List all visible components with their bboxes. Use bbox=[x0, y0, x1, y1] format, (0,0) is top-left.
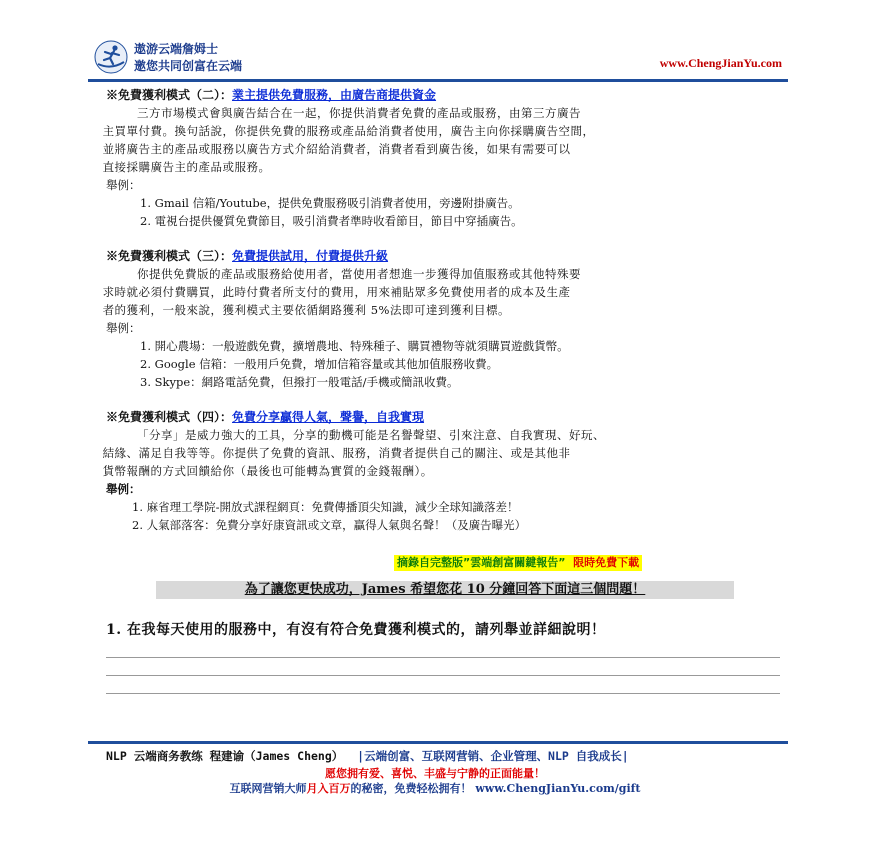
example-item: 1. 開心農場：一般遊戲免費，擴增農地、特殊種子、購買禮物等就須購買遊戲貨幣。 bbox=[140, 339, 569, 353]
header-title: 遨游云端詹姆士 bbox=[134, 42, 219, 56]
example-item: 2. 電視台提供優質免費節目，吸引消費者準時收看節目，節目中穿插廣告。 bbox=[140, 214, 523, 228]
answer-line[interactable] bbox=[106, 657, 780, 658]
section-title-link[interactable]: 免費提供試用，付費提供升級 bbox=[232, 249, 389, 263]
paragraph-line: 者的獲利，一般來說，獲利模式主要依循網路獲利 5%法即可達到獲利目標。 bbox=[102, 303, 510, 317]
footer-promo-lead: 互联网营销大师 bbox=[229, 782, 307, 795]
paragraph-line: 結緣、滿足自我等等。你提供了免費的資訊、服務，消費者提供自己的關注、或是其他非 bbox=[102, 446, 571, 460]
paragraph-line: 貨幣報酬的方式回饋給你（最後也可能轉為實質的金錢報酬）。 bbox=[102, 464, 433, 478]
example-item: 1. 麻省理工學院-開放式課程網頁：免費傳播頂尖知識，減少全球知識落差！ bbox=[132, 500, 519, 514]
runner-logo-icon bbox=[94, 40, 128, 74]
example-label: 舉例： bbox=[106, 178, 141, 192]
footer-promo bbox=[0, 780, 870, 796]
footer-author-line bbox=[106, 748, 796, 764]
paragraph-line: 你提供免費版的產品或服務給使用者，當使用者想進一步獲得加值服務或其他特殊要 bbox=[137, 267, 582, 281]
section-title-link[interactable]: 免費分享贏得人氣，聲譽，自我實現 bbox=[232, 410, 425, 424]
section-paragraph bbox=[102, 104, 796, 176]
footer-slogan: 愿您拥有爱、喜悦、丰盛与宁静的正面能量！ bbox=[325, 767, 545, 780]
example-label: 舉例： bbox=[106, 321, 141, 335]
section-title-prefix: ※免費獲利模式（二）： bbox=[106, 88, 233, 102]
paragraph-line: 求時就必須付費購買，此時付費者所支付的費用，用來補貼眾多免費使用者的成本及生產 bbox=[102, 285, 571, 299]
excerpt-download-link[interactable]: 限時免費下載 bbox=[573, 556, 640, 569]
footer-divider bbox=[88, 741, 788, 744]
section-title bbox=[106, 408, 796, 426]
header-subtitle: 邀您共同创富在云端 bbox=[134, 59, 243, 73]
example-item: 2. Google 信箱：一般用戶免費，增加信箱容量或其他加值服務收費。 bbox=[140, 357, 499, 371]
page-header bbox=[88, 38, 788, 78]
paragraph-line: 並將廣告主的產品或服務以廣告方式介紹給消費者，消費者看到廣告後，如果有需要可以 bbox=[102, 142, 571, 156]
paragraph-line: 主買單付費。換句話說，你提供免費的服務或產品給消費者使用，廣告主向你採購廣告空間， bbox=[102, 124, 595, 138]
excerpt-report-title: 雲端創富關鍵報告” bbox=[470, 556, 566, 569]
question-text: 1. 在我每天使用的服務中，有沒有符合免費獲利模式的，請列舉並詳細說明！ bbox=[106, 622, 606, 638]
example-item: 1. Gmail 信箱/Youtube，提供免費服務吸引消費者使用，旁邊附掛廣告。 bbox=[140, 196, 520, 210]
section-paragraph bbox=[102, 265, 796, 319]
example-item: 2. 人氣部落客：免費分享好康資訊或文章，贏得人氣與名聲！（及廣告曝光） bbox=[132, 518, 527, 532]
answer-line[interactable] bbox=[106, 693, 780, 694]
section-title bbox=[106, 247, 796, 265]
example-label: 舉例： bbox=[106, 482, 141, 496]
paragraph-line: 直接採購廣告主的產品或服務。 bbox=[102, 160, 271, 174]
paragraph-line: 「分享」是威力強大的工具，分享的動機可能是名譽聲望、引來注意、自我實現、好玩、 bbox=[137, 428, 606, 442]
footer-author: NLP 云端商务教练 程建谕（James Cheng） bbox=[106, 749, 344, 763]
footer-tags: |云端创富、互联网营销、企业管理、NLP 自我成长| bbox=[357, 749, 629, 763]
header-site-link[interactable]: www.ChengJianYu.com bbox=[659, 56, 782, 70]
section-title bbox=[106, 86, 796, 104]
excerpt-source-label: 摘錄自完整版” bbox=[397, 556, 471, 569]
paragraph-line: 三方市場模式會與廣告結合在一起，你提供消費者免費的產品或服務，由第三方廣告 bbox=[137, 106, 582, 120]
question-banner: 為了讓您更快成功，James 希望您花 10 分鐘回答下面這三個問題！ bbox=[156, 581, 734, 599]
document-body bbox=[102, 86, 796, 534]
answer-line[interactable] bbox=[106, 675, 780, 676]
excerpt-highlight bbox=[394, 555, 642, 571]
header-divider bbox=[88, 79, 788, 82]
example-item: 3. Skype：網路電話免費，但撥打一般電話/手機或簡訊收費。 bbox=[140, 375, 459, 389]
footer-promo-link[interactable]: 的秘密，免费轻松拥有！ www.ChengJianYu.com/gift bbox=[350, 782, 641, 795]
section-title-link[interactable]: 業主提供免費服務，由廣告商提供資金 bbox=[232, 88, 437, 102]
footer-promo-highlight: 月入百万 bbox=[306, 782, 351, 795]
section-title-prefix: ※免費獲利模式（四）： bbox=[106, 410, 233, 424]
section-title-prefix: ※免費獲利模式（三）： bbox=[106, 249, 233, 263]
section-paragraph bbox=[102, 426, 796, 480]
